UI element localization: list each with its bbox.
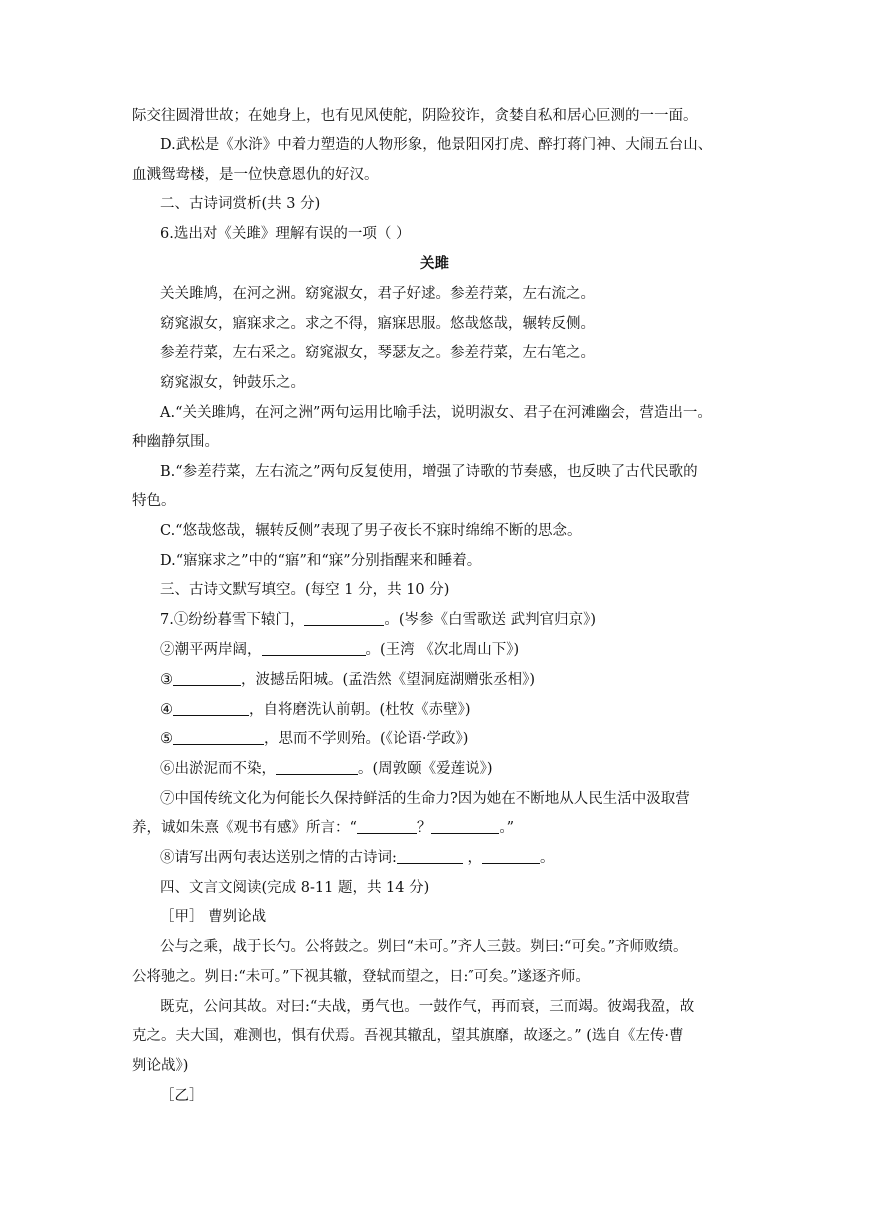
passage-line: 既克，公问其故。对曰:“夫战，勇气也。一鼓作气，再而衰，三而竭。彼竭我盈，故: [160, 999, 695, 1015]
fill-item-2: ②潮平两岸阔， 。(王湾 《次北周山下》): [160, 642, 520, 658]
fill-item-3: ③ ，波撼岳阳城。(孟浩然《望洞庭湖赠张丞相》): [160, 672, 536, 688]
option-a-line: A.“关关雎鸠，在河之洲”两句运用比喻手法，说明淑女、君子在河滩幽会，营造出一。: [160, 405, 712, 421]
option-d-line: D.武松是《水浒》中着力塑造的人物形象，他景阳冈打虎、醉打蒋门神、大闹五台山、: [160, 137, 713, 153]
text-line: 种幽静氛围。: [132, 434, 219, 450]
answer-blank[interactable]: [397, 849, 463, 864]
option-c-line: C.“悠哉悠哉，辗转反侧”表现了男子夜长不寐时绵绵不断的思念。: [160, 523, 582, 539]
fill-item-5: ⑤ ，思而不学则殆。(《论语·学政》): [160, 731, 469, 747]
fill-item-6: ⑥出淤泥而不染， 。(周敦颐《爱莲说》): [160, 761, 493, 777]
fill-item-8: ⑧请写出两句表达送别之情的古诗词: ， 。: [160, 850, 555, 866]
answer-blank[interactable]: [173, 730, 264, 745]
passage-line: 公将驰之。刿日:“未可。”下视其辙，登轼而望之，日:″可矣。”遂逐齐师。: [132, 969, 590, 985]
poem-line: 关关雎鸠，在河之洲。窈窕淑女，君子好逑。参差荇菜，左右流之。: [160, 286, 595, 302]
answer-blank[interactable]: [482, 849, 540, 864]
answer-blank[interactable]: [173, 701, 249, 716]
fill-item-7-cont: 养，诚如朱熹《观书有感》所言：“ ？ 。”: [132, 820, 515, 836]
section-heading-4: 四、文言文阅读(完成 8-11 题，共 14 分): [160, 880, 430, 896]
answer-blank[interactable]: [262, 641, 366, 656]
poem-title: 关雎: [420, 256, 449, 272]
section-heading-2: 二、古诗词赏析(共 3 分): [160, 196, 321, 212]
option-b-line: B.“参差荇菜，左右流之”两句反复使用，增强了诗歌的节奏感，也反映了古代民歌的: [160, 464, 698, 480]
passage-label-yi: ［乙］: [160, 1088, 204, 1104]
answer-blank[interactable]: [276, 760, 358, 775]
option-d-line: D.“寤寐求之”中的“寤”和“寐”分别指醒来和睡着。: [160, 553, 482, 569]
passage-line: 克之。夫大国，难测也，惧有伏焉。吾视其辙乱，望其旗靡，故逐之。” (选自《左传·曹: [132, 1028, 684, 1044]
fill-item-1: 7.①纷纷暮雪下辕门， 。(岑参《白雪歌送 武判官归京》): [160, 612, 597, 628]
poem-line: 窈窕淑女，钟鼓乐之。: [160, 375, 305, 391]
passage-line: 刿论战》): [132, 1058, 189, 1074]
answer-blank[interactable]: [304, 611, 384, 626]
text-line: 血溅鸳鸯楼，是一位快意恩仇的好汉。: [132, 167, 379, 183]
fill-item-4: ④ ，自将磨洗认前朝。(杜牧《赤壁》): [160, 702, 471, 718]
question-6: 6.选出对《关雎》理解有误的一项（ ）: [160, 226, 411, 242]
text-line: 际交往圆滑世故；在她身上，也有见风使舵，阴险狡诈，贪婪自私和居心叵测的一一面。: [132, 108, 698, 124]
answer-blank[interactable]: [173, 671, 241, 686]
answer-blank[interactable]: [431, 819, 499, 834]
section-heading-3: 三、古诗文默写填空。(每空 1 分，共 10 分): [160, 582, 450, 598]
fill-item-7: ⑦中国传统文化为何能长久保持鲜活的生命力?因为她在不断地从人民生活中汲取营: [160, 791, 690, 807]
passage-label-jia: ［甲］ 曹刿论战: [160, 909, 267, 925]
poem-line: 窈窕淑女，寤寐求之。求之不得，寤寐思服。悠哉悠哉，辗转反侧。: [160, 316, 595, 332]
poem-line: 参差荇菜，左右采之。窈窕淑女，琴瑟友之。参差荇菜，左右笔之。: [160, 345, 595, 361]
text-line: 特色。: [132, 493, 176, 509]
passage-line: 公与之乘，战于长勺。公将鼓之。刿曰“未可。”齐人三鼓。刿曰:“可矣。”齐师败绩。: [160, 939, 688, 955]
answer-blank[interactable]: [357, 819, 417, 834]
